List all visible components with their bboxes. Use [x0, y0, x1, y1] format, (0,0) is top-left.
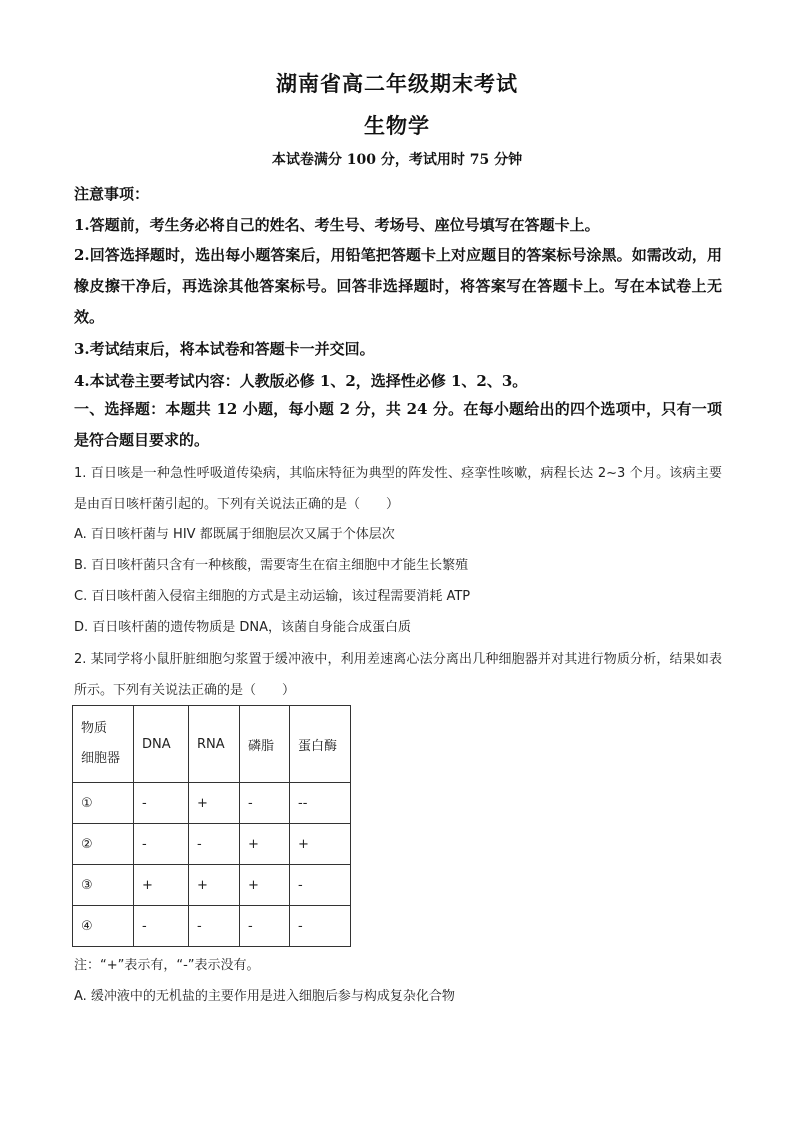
- question-1-stem: 1. 百日咳是一种急性呼吸道传染病，其临床特征为典型的阵发性、痉挛性咳嗽，病程长达 2~3 个月。该病主要是由百日咳杆菌引起的。下列有关说法正确的是（ ）: [74, 466, 722, 512]
- table-cell: --: [290, 783, 351, 824]
- table-corner-top: 物质: [81, 721, 108, 736]
- table-row: [73, 783, 351, 824]
- notes-heading: 注意事项：: [74, 185, 150, 203]
- table-header-cell: 蛋白酶: [290, 706, 351, 783]
- table-header-row: [73, 706, 351, 783]
- table-header-cell: RNA: [189, 706, 240, 783]
- table-cell: +: [240, 865, 290, 906]
- table-cell: -: [240, 783, 290, 824]
- table-row-label: ④: [73, 906, 134, 947]
- table-corner-bottom: 细胞器: [81, 751, 121, 766]
- table-cell: -: [240, 906, 290, 947]
- question-2-stem: 2. 某同学将小鼠肝脏细胞匀浆置于缓冲液中，利用差速离心法分离出几种细胞器并对其进行物质分析，结果如表所示。下列有关说法正确的是（ ）: [74, 652, 722, 698]
- exam-title: 湖南省高二年级期末考试: [276, 71, 518, 96]
- question-1-option-a: A. 百日咳杆菌与 HIV 都既属于细胞层次又属于个体层次: [74, 527, 395, 542]
- question-1-option-c: C. 百日咳杆菌入侵宿主细胞的方式是主动运输，该过程需要消耗 ATP: [74, 589, 471, 604]
- table-cell: +: [134, 865, 189, 906]
- question-1-option-b: B. 百日咳杆菌只含有一种核酸，需要寄生在宿主细胞中才能生长繁殖: [74, 558, 469, 573]
- table-corner-cell: [73, 706, 134, 783]
- table-cell: -: [290, 906, 351, 947]
- table-cell: +: [240, 824, 290, 865]
- table-row: [73, 824, 351, 865]
- notes-item-2: 2.回答选择题时，选出每小题答案后，用铅笔把答题卡上对应题目的答案标号涂黑。如需改动，用橡皮擦干净后，再选涂其他答案标号。回答非选择题时，将答案写在答题卡上。写在本试卷上无效。: [74, 246, 722, 326]
- table-row-label: ②: [73, 824, 134, 865]
- table-cell: +: [189, 865, 240, 906]
- table-cell: -: [290, 865, 351, 906]
- notes-item-1: 1.答题前，考生务必将自己的姓名、考生号、考场号、座位号填写在答题卡上。: [74, 216, 600, 234]
- exam-info: 本试卷满分 100 分，考试用时 75 分钟: [271, 152, 523, 168]
- table-cell: -: [189, 824, 240, 865]
- table-row-label: ③: [73, 865, 134, 906]
- notes-item-3: 3.考试结束后，将本试卷和答题卡一并交回。: [74, 340, 375, 358]
- table-row: [73, 865, 351, 906]
- organelle-table: [72, 705, 351, 947]
- table-cell: -: [134, 783, 189, 824]
- table-cell: -: [189, 906, 240, 947]
- table-header-cell: 磷脂: [240, 706, 290, 783]
- table-cell: +: [189, 783, 240, 824]
- section-heading: 一、选择题：本题共 12 小题，每小题 2 分，共 24 分。在每小题给出的四个选项中，只有一项是符合题目要求的。: [74, 400, 722, 449]
- subject-title: 生物学: [364, 113, 430, 138]
- table-cell: -: [134, 906, 189, 947]
- table-header-cell: DNA: [134, 706, 189, 783]
- question-2-option-a: A. 缓冲液中的无机盐的主要作用是进入细胞后参与构成复杂化合物: [74, 989, 455, 1004]
- notes-item-4: 4.本试卷主要考试内容：人教版必修 1、2，选择性必修 1、2、3。: [74, 372, 528, 390]
- table-note: 注：“+”表示有，“-”表示没有。: [74, 958, 260, 973]
- question-1-option-d: D. 百日咳杆菌的遗传物质是 DNA，该菌自身能合成蛋白质: [74, 620, 412, 635]
- table-cell: -: [134, 824, 189, 865]
- table-cell: +: [290, 824, 351, 865]
- table-row: [73, 906, 351, 947]
- table-row-label: ①: [73, 783, 134, 824]
